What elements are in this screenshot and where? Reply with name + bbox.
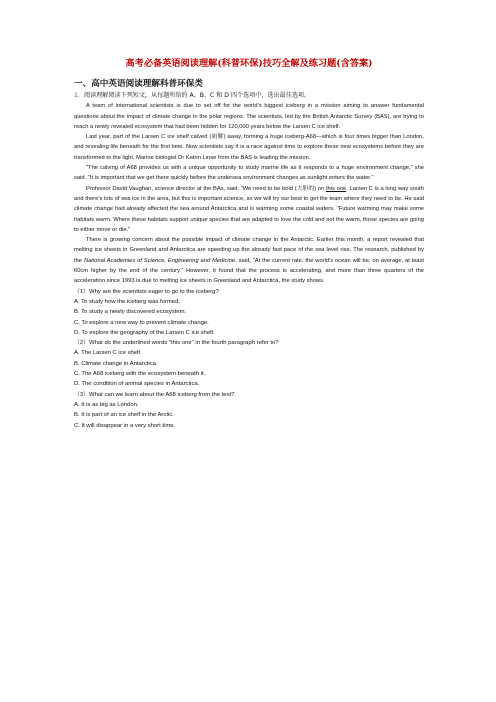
question-stem: （2）What do the underlined words "this one" in the fourth paragraph refer to? [74, 340, 279, 347]
instruction-label: 阅读理解 [83, 92, 109, 99]
answer-option: D. To explore the geography of the Larsen C ice shelf. [74, 329, 215, 336]
paragraph-5-text-end: , said, "At the current rate, the world's ocean will be, on average, at least 60cm higher by the end of the century." However, it found that the process is accelerating, and more than three quarters of the acceleration since 1993 is due to melting ice sheets in Greenland and Antarctica, the study shows. [74, 257, 424, 285]
paragraph-5-text-start: There is growing concern about the possible impact of climate change in the Antarctic. Earlier this month, a report revealed that melting ice sheets in Greenland and Antarctica are speeding up the already fast pace of the sea level rise. The research, published by the [74, 237, 424, 264]
passage-paragraph-1: A team of international scientists is due to set off for the world's biggest iceberg in a mission aiming to answer fundamental questions about the impact of climate change in the polar regions. The scientists, led by the British Antarctic Survey (BAS), are trying to reach a newly revealed ecosystem that had been hidden for 120,000 years below the Larsen C ice shelf. [74, 103, 424, 130]
question-number: 1． [74, 92, 84, 99]
document-content [74, 58, 424, 431]
question-3 [74, 390, 424, 431]
answer-option: B. To study a newly discovered ecosystem. [74, 309, 187, 316]
paragraph-4-text-end: . Larsen C is a long way south and there's lots of sea ice in the area, but this is important science, so we will try our best to get the team where they need to be. He said climate change had already affected the sea around Antarctica and is warming some coastal waters. "Future warming may make some habitats warm. Where these habitats support unique species that are adapted to love the cold and not the warm, those species are going to either move or die." [74, 185, 424, 233]
instruction-text: 阅读下列短文，从每题所给的 A、B、C 和 D 四个选项中，选出最佳选项。 [108, 92, 311, 99]
passage-paragraph-2: Last year, part of the Larsen C ice shelf calved (崩解) away, forming a huge iceberg-A68—which is four times bigger than London, and revealing life beneath for the first time. Now scientists say it is a race against time to explore these new ecosystems before they are transformed to the light. Marine biologist Dr Katrin Linse from the BAS is leading the mission. [74, 134, 424, 161]
paragraph-4-text-start: Professor David Vaughan, science director at the BAs, said, "We need to be bold (大胆的) on [86, 185, 326, 192]
passage-paragraph-3: "The calving of A68 provides us with a unique opportunity to study marine life as it responds to a huge environment change," she said. "It is important that we get there quickly before the undersea environment changes as sunlight enters the water." [74, 165, 424, 182]
document-title: 高考必备英语阅读理解(科普环保)技巧全解及练习题(含答案) [125, 58, 373, 69]
answer-option: C. It will disappear in a very short time. [74, 422, 176, 429]
question-stem: （1）Why are the scientists eager to go to the iceberg? [74, 288, 219, 295]
section-heading: 一、高中英语阅读理解科普环保类 [74, 79, 203, 89]
underlined-phrase: this one [325, 185, 347, 192]
answer-option: A. It is as big as London. [74, 401, 139, 408]
question-2 [74, 338, 424, 389]
answer-option: C. The A68 iceberg with the ecosystem beneath it. [74, 371, 206, 378]
passage-paragraph-4 [74, 184, 424, 235]
answer-option: D. The condition of animal species in Antarctica. [74, 381, 200, 388]
answer-option: C. To explore a new way to prevent climate change. [74, 319, 209, 326]
passage-paragraph-5 [74, 235, 424, 286]
question-1 [74, 287, 424, 338]
italic-publication-name: National Academies of Science, Engineering and Medicine [83, 257, 236, 264]
question-instruction [74, 91, 424, 101]
answer-option: B. Climate change in Antarctica. [74, 360, 158, 367]
answer-option: B. It is part of an ice shelf in the Arctic. [74, 412, 174, 419]
answer-option: A. To study how the iceberg was formed. [74, 298, 180, 305]
question-stem: （3）What can we learn about the A68 iceberg from the text? [74, 391, 235, 398]
answer-option: A. The Larsen C ice shelf. [74, 350, 142, 357]
